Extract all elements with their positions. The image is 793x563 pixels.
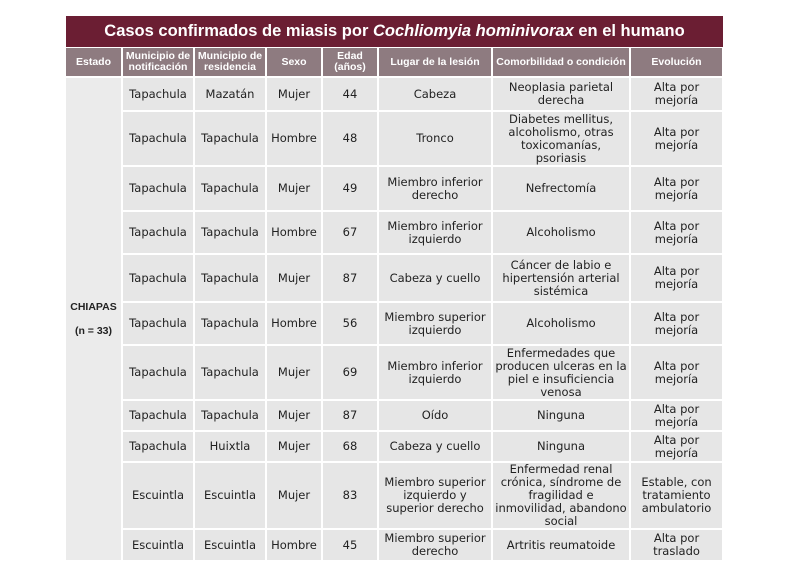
comorbilidad-cell: Nefrectomía — [492, 166, 630, 211]
municipio-residencia-cell: Mazatán — [194, 77, 266, 111]
edad-cell: 69 — [322, 345, 378, 400]
header-municipio-notificacion: Municipio de notificación — [122, 48, 194, 77]
municipio-notificacion-cell: Tapachula — [122, 302, 194, 345]
state-name: CHIAPAS — [70, 301, 117, 313]
edad-cell: 87 — [322, 400, 378, 431]
evolucion-cell: Alta por mejoría — [630, 254, 723, 302]
municipio-notificacion-cell: Tapachula — [122, 345, 194, 400]
municipio-residencia-cell: Tapachula — [194, 254, 266, 302]
title-suffix: en el humano — [578, 22, 685, 40]
edad-cell: 44 — [322, 77, 378, 111]
table-row — [66, 254, 723, 302]
title-prefix: Casos confirmados de miasis por — [104, 22, 369, 40]
municipio-notificacion-cell: Escuintla — [122, 529, 194, 561]
municipio-notificacion-cell: Tapachula — [122, 77, 194, 111]
comorbilidad-cell: Diabetes mellitus, alcoholismo, otras toxicomanías, psoriasis — [492, 111, 630, 166]
sexo-cell: Hombre — [266, 111, 322, 166]
sexo-cell: Mujer — [266, 400, 322, 431]
header-sexo: Sexo — [266, 48, 322, 77]
table-row — [66, 529, 723, 561]
lugar-lesion-cell: Tronco — [378, 111, 492, 166]
comorbilidad-cell: Enfermedad renal crónica, síndrome de fragilidad e inmovilidad, abandono social — [492, 462, 630, 529]
table-row — [66, 462, 723, 529]
sexo-cell: Mujer — [266, 431, 322, 462]
evolucion-cell: Alta por traslado — [630, 529, 723, 561]
lugar-lesion-cell: Miembro inferior izquierdo — [378, 345, 492, 400]
sexo-cell: Mujer — [266, 77, 322, 111]
table-row — [66, 77, 723, 111]
edad-cell: 68 — [322, 431, 378, 462]
municipio-residencia-cell: Tapachula — [194, 345, 266, 400]
lugar-lesion-cell: Miembro inferior izquierdo — [378, 211, 492, 254]
sexo-cell: Hombre — [266, 302, 322, 345]
municipio-notificacion-cell: Tapachula — [122, 400, 194, 431]
table-row — [66, 302, 723, 345]
table-row — [66, 400, 723, 431]
sexo-cell: Mujer — [266, 254, 322, 302]
comorbilidad-cell: Alcoholismo — [492, 211, 630, 254]
comorbilidad-cell: Ninguna — [492, 400, 630, 431]
lugar-lesion-cell: Miembro superior izquierdo — [378, 302, 492, 345]
lugar-lesion-cell: Miembro superior izquierdo y superior derecho — [378, 462, 492, 529]
evolucion-cell: Alta por mejoría — [630, 345, 723, 400]
sexo-cell: Mujer — [266, 166, 322, 211]
municipio-residencia-cell: Huixtla — [194, 431, 266, 462]
comorbilidad-cell: Cáncer de labio e hipertensión arterial sistémica — [492, 254, 630, 302]
evolucion-cell: Alta por mejoría — [630, 111, 723, 166]
municipio-residencia-cell: Escuintla — [194, 529, 266, 561]
evolucion-cell: Alta por mejoría — [630, 211, 723, 254]
comorbilidad-cell: Alcoholismo — [492, 302, 630, 345]
table-body — [66, 77, 723, 561]
municipio-notificacion-cell: Tapachula — [122, 254, 194, 302]
municipio-residencia-cell: Escuintla — [194, 462, 266, 529]
lugar-lesion-cell: Cabeza — [378, 77, 492, 111]
header-lugar-lesion: Lugar de la lesión — [378, 48, 492, 77]
sexo-cell: Mujer — [266, 462, 322, 529]
edad-cell: 48 — [322, 111, 378, 166]
sexo-cell: Hombre — [266, 529, 322, 561]
municipio-residencia-cell: Tapachula — [194, 111, 266, 166]
state-count: (n = 33) — [74, 325, 113, 337]
evolucion-cell: Alta por mejoría — [630, 431, 723, 462]
lugar-lesion-cell: Oído — [378, 400, 492, 431]
municipio-notificacion-cell: Tapachula — [122, 211, 194, 254]
comorbilidad-cell: Artritis reumatoide — [492, 529, 630, 561]
edad-cell: 56 — [322, 302, 378, 345]
lugar-lesion-cell: Cabeza y cuello — [378, 431, 492, 462]
table-row — [66, 166, 723, 211]
evolucion-cell: Estable, con tratamiento ambulatorio — [630, 462, 723, 529]
evolucion-cell: Alta por mejoría — [630, 400, 723, 431]
title-species: Cochliomyia hominivorax — [372, 22, 574, 40]
table-row — [66, 211, 723, 254]
municipio-notificacion-cell: Escuintla — [122, 462, 194, 529]
municipio-residencia-cell: Tapachula — [194, 166, 266, 211]
edad-cell: 45 — [322, 529, 378, 561]
evolucion-cell: Alta por mejoría — [630, 166, 723, 211]
municipio-residencia-cell: Tapachula — [194, 302, 266, 345]
header-estado: Estado — [66, 48, 122, 77]
sexo-cell: Mujer — [266, 345, 322, 400]
edad-cell: 83 — [322, 462, 378, 529]
header-evolucion: Evolución — [630, 48, 723, 77]
comorbilidad-cell: Neoplasia parietal derecha — [492, 77, 630, 111]
municipio-residencia-cell: Tapachula — [194, 211, 266, 254]
table-row — [66, 111, 723, 166]
table-row — [66, 431, 723, 462]
lugar-lesion-cell: Miembro inferior derecho — [378, 166, 492, 211]
sexo-cell: Hombre — [266, 211, 322, 254]
edad-cell: 87 — [322, 254, 378, 302]
edad-cell: 49 — [322, 166, 378, 211]
header-row — [66, 48, 723, 77]
estado-cell — [66, 77, 122, 561]
header-municipio-residencia: Municipio de residencia — [194, 48, 266, 77]
evolucion-cell: Alta por mejoría — [630, 77, 723, 111]
table-title — [66, 16, 723, 47]
evolucion-cell: Alta por mejoría — [630, 302, 723, 345]
header-comorbilidad: Comorbilidad o condición — [492, 48, 630, 77]
comorbilidad-cell: Enfermedades que producen ulceras en la piel e insuficiencia venosa — [492, 345, 630, 400]
municipio-residencia-cell: Tapachula — [194, 400, 266, 431]
municipio-notificacion-cell: Tapachula — [122, 431, 194, 462]
municipio-notificacion-cell: Tapachula — [122, 111, 194, 166]
municipio-notificacion-cell: Tapachula — [122, 166, 194, 211]
lugar-lesion-cell: Cabeza y cuello — [378, 254, 492, 302]
comorbilidad-cell: Ninguna — [492, 431, 630, 462]
lugar-lesion-cell: Miembro superior derecho — [378, 529, 492, 561]
header-edad: Edad (años) — [322, 48, 378, 77]
table-row — [66, 345, 723, 400]
edad-cell: 67 — [322, 211, 378, 254]
cases-table — [66, 48, 724, 562]
